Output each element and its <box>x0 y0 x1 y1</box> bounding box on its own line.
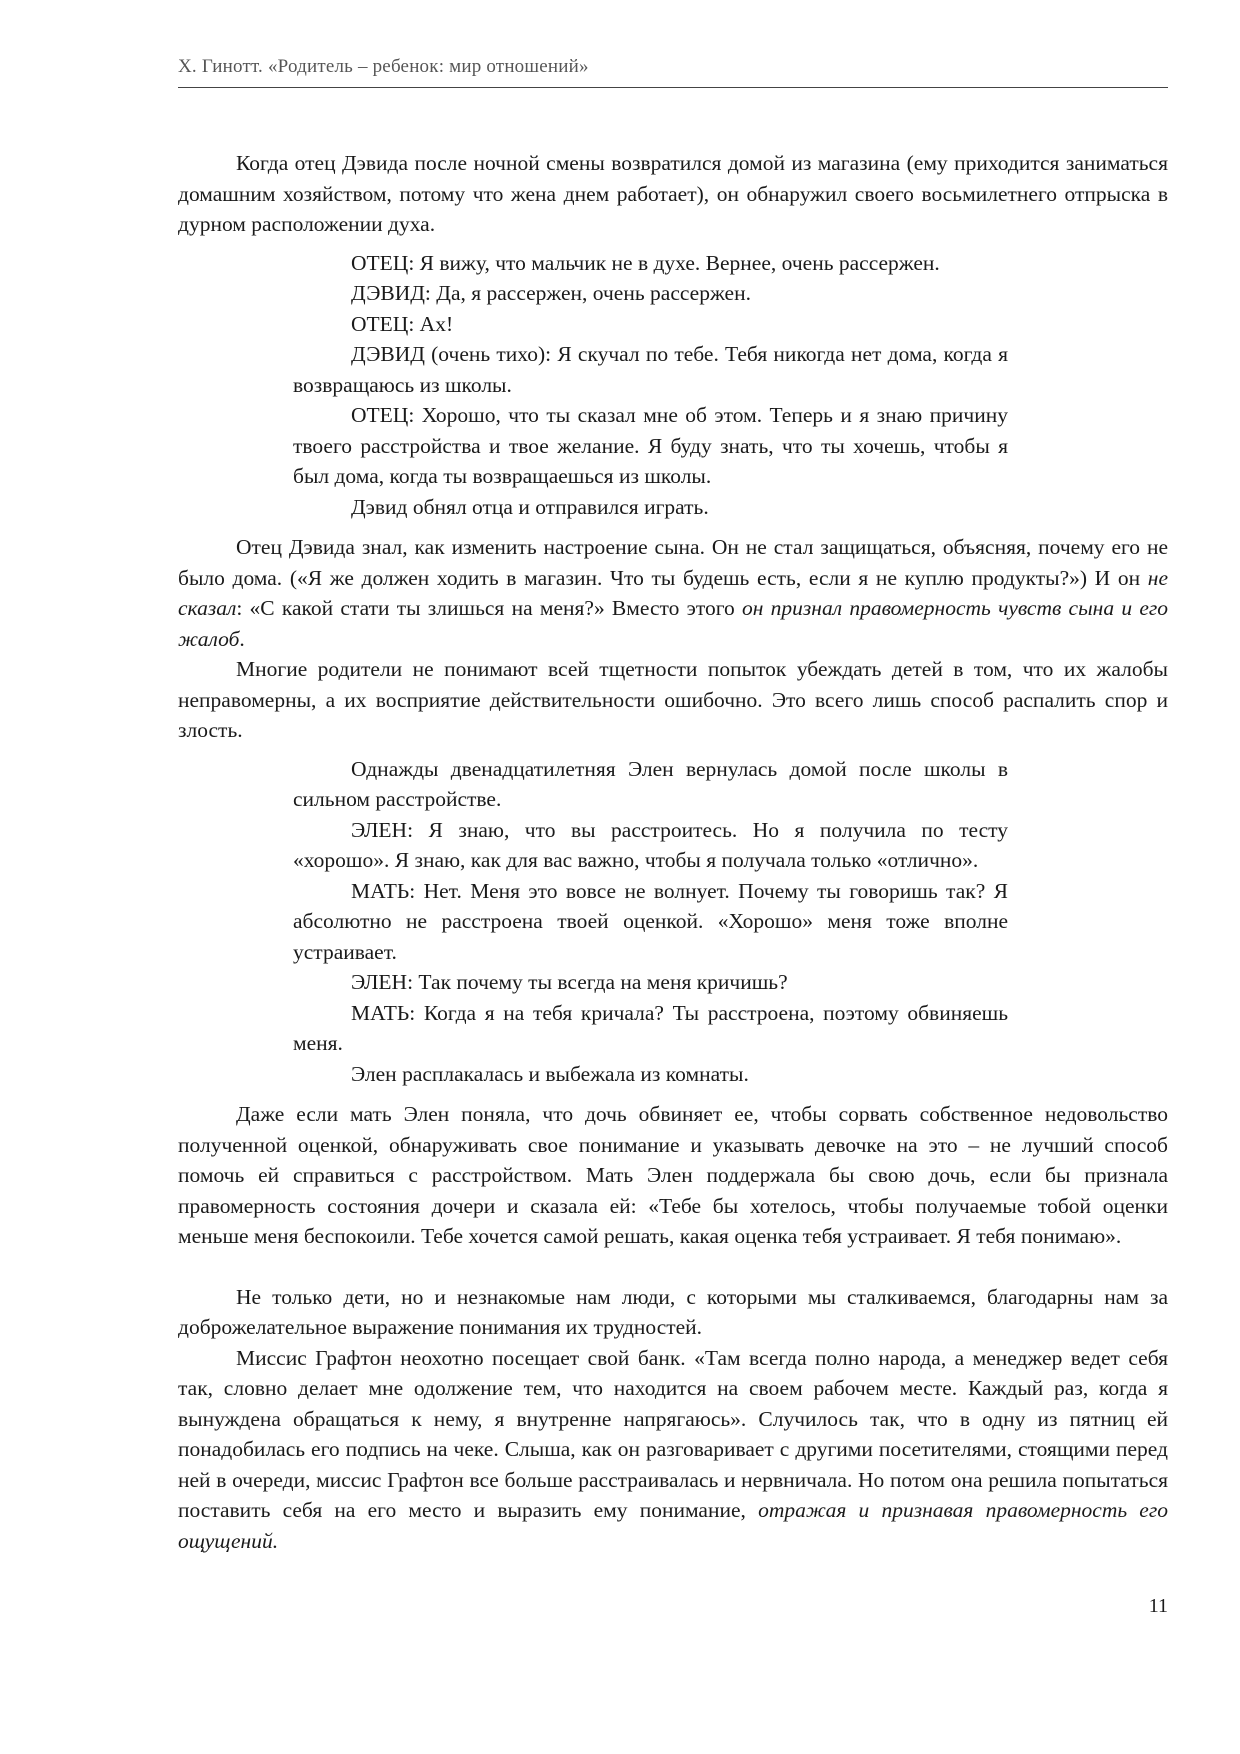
page-body <box>178 148 1168 1556</box>
dialogue-line: ЭЛЕН: Так почему ты всегда на меня кричишь? <box>351 970 788 994</box>
text-span: : «С какой стати ты злишься на меня?» Вместо этого <box>236 596 742 620</box>
header-rule <box>178 87 1168 88</box>
dialogue-line: ЭЛЕН: Я знаю, что вы расстроитесь. Но я получила по тесту «хорошо». Я знаю, как для вас важно, чтобы я получала только «отлично». <box>293 817 1008 872</box>
dialogue-line: ОТЕЦ: Хорошо, что ты сказал мне об этом. Теперь и я знаю причину твоего расстройства и твое желание. Я буду знать, что ты хочешь, чтобы я был дома, когда ты возвращаешься из школы. <box>293 403 1008 488</box>
text-span: . <box>239 626 245 651</box>
dialogue-line: Элен расплакалась и выбежала из комнаты. <box>351 1061 749 1086</box>
section-gap <box>178 1252 1168 1282</box>
dialogue-david <box>178 248 1008 523</box>
paragraph-mrs-grafton <box>178 1343 1168 1557</box>
emphasis-text: он признал правомерность чувств сына и его жалоб <box>178 596 1168 651</box>
dialogue-ellen <box>178 754 1008 1090</box>
paragraph-david-intro: Когда отец Дэвида после ночной смены возвратился домой из магазина (ему приходится заниматься домашним хозяйством, потому что жена днем работает), он обнаружил своего восьмилетнего отпрыска в дурном расположении духа. <box>178 151 1168 236</box>
paragraph-ellen-mother: Даже если мать Элен поняла, что дочь обвиняет ее, чтобы сорвать собственное недовольство полученной оценкой, обнаруживать свое понимание и указывать девочке на это – не лучший способ помочь ей справиться с расстройством. Мать Элен поддержала бы свою дочь, если бы признала правомерность состояния дочери и сказала ей: «Тебе бы хотелось, чтобы получаемые тобой оценки меньше меня беспокоили. Тебе хочется самой решать, какая оценка тебя устраивает. Я тебя понимаю». <box>178 1102 1168 1248</box>
dialogue-line: МАТЬ: Когда я на тебя кричала? Ты расстроена, поэтому обвиняешь меня. <box>293 1000 1008 1055</box>
dialogue-line: ОТЕЦ: Ах! <box>351 311 454 336</box>
dialogue-line: Дэвид обнял отца и отправился играть. <box>351 494 709 519</box>
paragraph-parents-futility: Многие родители не понимают всей тщетности попыток убеждать детей в том, что их жалобы неправомерны, а их восприятие действительности ошибочно. Это всего лишь способ распалить спор и злость. <box>178 657 1168 742</box>
dialogue-line: ОТЕЦ: Я вижу, что мальчик не в духе. Вернее, очень рассержен. <box>351 250 940 275</box>
dialogue-line: ДЭВИД: Да, я рассержен, очень рассержен. <box>351 281 751 305</box>
dialogue-line: ДЭВИД (очень тихо): Я скучал по тебе. Тебя никогда нет дома, когда я возвращаюсь из школы. <box>293 342 1008 397</box>
page-number: 11 <box>1148 1595 1168 1617</box>
emphasis-text: не сказал <box>178 565 1168 620</box>
paragraph-father-knew <box>178 532 1168 654</box>
text-span: Миссис Графтон неохотно посещает свой банк. «Там всегда полно народа, а менеджер ведет себя так, словно делает мне одолжение тем, что находится на своем рабочем месте. Каждый раз, когда я вынуждена обращаться к нему, я внутренне напрягаюсь». Случилось так, что в одну из пятниц ей понадобилась его подпись на чеке. Слыша, как он разговаривает с другими посетителями, стоящими перед ней в очереди, миссис Графтон все больше расстраивалась и нервничала. Но потом она решила попытаться поставить себя на его место и выразить ему понимание, <box>178 1345 1168 1522</box>
dialogue-line: Однажды двенадцатилетняя Элен вернулась домой после школы в сильном расстройстве. <box>293 756 1008 811</box>
dialogue-line: МАТЬ: Нет. Меня это вовсе не волнует. Почему ты говоришь так? Я абсолютно не расстроена твоей оценкой. «Хорошо» меня тоже вполне устраивает. <box>293 878 1008 964</box>
paragraph-strangers: Не только дети, но и незнакомые нам люди, с которыми мы сталкиваемся, благодарны нам за доброжелательное выражение понимания их трудностей. <box>178 1284 1168 1339</box>
emphasis-text: отражая и признавая правомерность его ощущений. <box>178 1498 1168 1553</box>
text-span: Отец Дэвида знал, как изменить настроение сына. Он не стал защищаться, объясняя, почему его не было дома. («Я же должен ходить в магазин. Что ты будешь есть, если я не куплю продукты?») И он <box>178 535 1168 590</box>
running-header: Х. Гинотт. «Родитель – ребенок: мир отношений» <box>178 56 589 77</box>
